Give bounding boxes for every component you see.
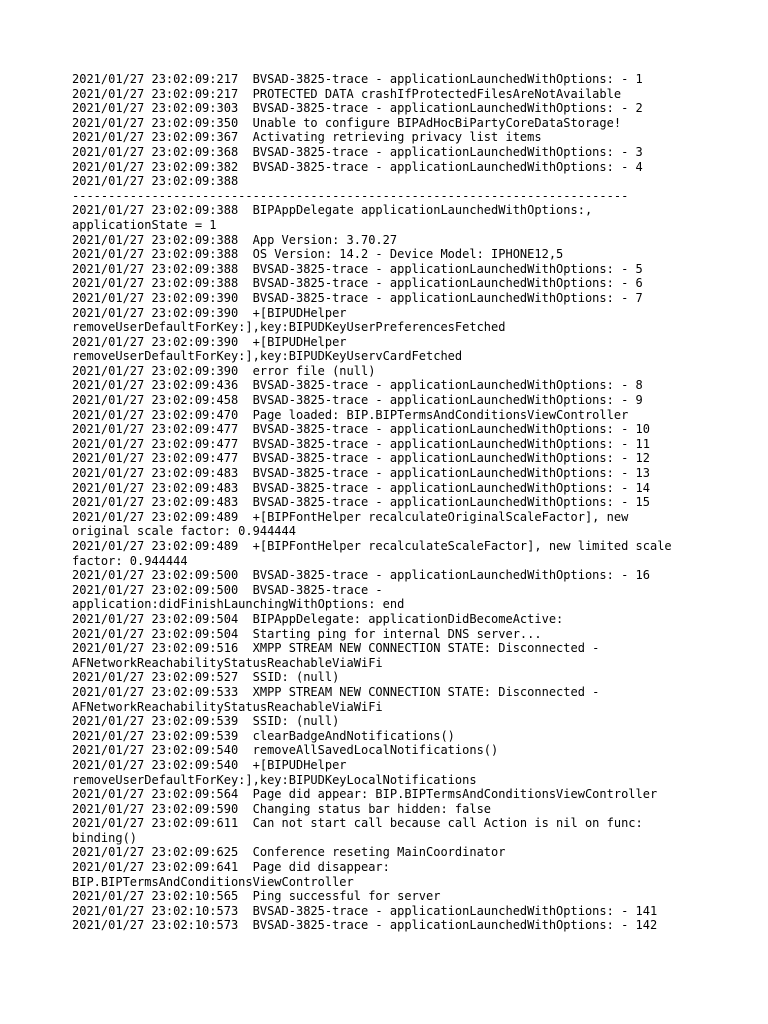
log-line: 2021/01/27 23:02:09:504 Starting ping for internal DNS server... bbox=[72, 626, 542, 641]
log-line: 2021/01/27 23:02:09:368 BVSAD-3825-trace - applicationLaunchedWithOptions: - 3 bbox=[72, 144, 643, 159]
log-line: removeUserDefaultForKey:],key:BIPUDKeyUservCardFetched bbox=[72, 349, 463, 364]
log-line: BIP.BIPTermsAndConditionsViewController bbox=[72, 874, 354, 889]
log-line: 2021/01/27 23:02:09:477 BVSAD-3825-trace - applicationLaunchedWithOptions: - 11 bbox=[72, 436, 650, 451]
log-line: 2021/01/27 23:02:09:390 +[BIPUDHelper bbox=[72, 334, 347, 349]
log-line: 2021/01/27 23:02:09:500 BVSAD-3825-trace - bbox=[72, 582, 383, 597]
log-line: 2021/01/27 23:02:09:390 +[BIPUDHelper bbox=[72, 305, 347, 320]
log-line: 2021/01/27 23:02:09:477 BVSAD-3825-trace - applicationLaunchedWithOptions: - 10 bbox=[72, 422, 650, 437]
log-line: 2021/01/27 23:02:09:388 App Version: 3.70.27 bbox=[72, 232, 398, 247]
log-line: 2021/01/27 23:02:09:382 BVSAD-3825-trace - applicationLaunchedWithOptions: - 4 bbox=[72, 159, 643, 174]
log-line: 2021/01/27 23:02:09:625 Conference reseting MainCoordinator bbox=[72, 845, 506, 860]
log-line: 2021/01/27 23:02:09:516 XMPP STREAM NEW CONNECTION STATE: Disconnected - bbox=[72, 641, 600, 656]
log-line: 2021/01/27 23:02:09:540 +[BIPUDHelper bbox=[72, 757, 347, 772]
log-line: removeUserDefaultForKey:],key:BIPUDKeyUserPreferencesFetched bbox=[72, 320, 506, 335]
log-line: 2021/01/27 23:02:09:489 +[BIPFontHelper recalculateScaleFactor], new limited scale bbox=[72, 539, 672, 553]
log-text-block bbox=[72, 72, 712, 933]
log-line: applicationState = 1 bbox=[72, 217, 217, 232]
log-line: 2021/01/27 23:02:09:539 SSID: (null) bbox=[72, 714, 340, 729]
log-line: 2021/01/27 23:02:09:390 error file (null) bbox=[72, 363, 376, 378]
log-line: 2021/01/27 23:02:09:611 Can not start call because call Action is nil on func: bbox=[72, 816, 643, 831]
log-line: 2021/01/27 23:02:09:217 PROTECTED DATA crashIfProtectedFilesAreNotAvailable bbox=[72, 86, 622, 101]
log-line: application:didFinishLaunchingWithOptions: end bbox=[72, 597, 405, 612]
log-line: 2021/01/27 23:02:09:641 Page did disappear: bbox=[72, 860, 390, 875]
log-line: AFNetworkReachabilityStatusReachableViaWiFi bbox=[72, 699, 383, 714]
log-line: 2021/01/27 23:02:09:533 XMPP STREAM NEW CONNECTION STATE: Disconnected - bbox=[72, 684, 600, 699]
log-line: 2021/01/27 23:02:09:470 Page loaded: BIP.BIPTermsAndConditionsViewController bbox=[72, 407, 629, 422]
log-line: 2021/01/27 23:02:09:350 Unable to configure BIPAdHocBiPartyCoreDataStorage! bbox=[72, 115, 622, 130]
log-line: factor: 0.944444 bbox=[72, 553, 188, 568]
log-line: 2021/01/27 23:02:09:388 BVSAD-3825-trace - applicationLaunchedWithOptions: - 6 bbox=[72, 276, 643, 291]
log-line: 2021/01/27 23:02:09:483 BVSAD-3825-trace - applicationLaunchedWithOptions: - 15 bbox=[72, 495, 650, 510]
log-line: 2021/01/27 23:02:09:388 bbox=[72, 174, 239, 189]
log-line: removeUserDefaultForKey:],key:BIPUDKeyLocalNotifications bbox=[72, 772, 477, 787]
log-line: 2021/01/27 23:02:09:367 Activating retrieving privacy list items bbox=[72, 130, 542, 145]
log-line: 2021/01/27 23:02:09:504 BIPAppDelegate: applicationDidBecomeActive: bbox=[72, 611, 564, 626]
log-line: 2021/01/27 23:02:09:390 BVSAD-3825-trace - applicationLaunchedWithOptions: - 7 bbox=[72, 290, 643, 305]
log-line: original scale factor: 0.944444 bbox=[72, 524, 296, 539]
log-line: 2021/01/27 23:02:09:489 +[BIPFontHelper recalculateOriginalScaleFactor], new bbox=[72, 509, 629, 524]
log-line: ----------------------------------------------------------------------------- bbox=[72, 188, 629, 203]
log-line: 2021/01/27 23:02:10:565 Ping successful for server bbox=[72, 889, 441, 904]
log-line: 2021/01/27 23:02:09:590 Changing status bar hidden: false bbox=[72, 801, 492, 816]
log-line: 2021/01/27 23:02:09:500 BVSAD-3825-trace - applicationLaunchedWithOptions: - 16 bbox=[72, 568, 650, 583]
log-line: 2021/01/27 23:02:09:483 BVSAD-3825-trace - applicationLaunchedWithOptions: - 13 bbox=[72, 466, 650, 481]
log-line: AFNetworkReachabilityStatusReachableViaWiFi bbox=[72, 655, 383, 670]
log-line: 2021/01/27 23:02:09:436 BVSAD-3825-trace - applicationLaunchedWithOptions: - 8 bbox=[72, 378, 643, 393]
log-line: 2021/01/27 23:02:09:303 BVSAD-3825-trace - applicationLaunchedWithOptions: - 2 bbox=[72, 101, 643, 116]
log-line: 2021/01/27 23:02:09:458 BVSAD-3825-trace - applicationLaunchedWithOptions: - 9 bbox=[72, 393, 643, 408]
log-line: 2021/01/27 23:02:09:388 BIPAppDelegate applicationLaunchedWithOptions:, bbox=[72, 203, 593, 218]
log-line: 2021/01/27 23:02:09:540 removeAllSavedLocalNotifications() bbox=[72, 743, 499, 758]
log-line: 2021/01/27 23:02:09:217 BVSAD-3825-trace - applicationLaunchedWithOptions: - 1 bbox=[72, 72, 643, 86]
log-line: 2021/01/27 23:02:09:477 BVSAD-3825-trace - applicationLaunchedWithOptions: - 12 bbox=[72, 451, 650, 466]
log-line: 2021/01/27 23:02:09:527 SSID: (null) bbox=[72, 670, 340, 685]
log-line: 2021/01/27 23:02:10:573 BVSAD-3825-trace - applicationLaunchedWithOptions: - 141 bbox=[72, 903, 658, 918]
log-line: 2021/01/27 23:02:09:388 BVSAD-3825-trace - applicationLaunchedWithOptions: - 5 bbox=[72, 261, 643, 276]
log-line: 2021/01/27 23:02:09:388 OS Version: 14.2 - Device Model: IPHONE12,5 bbox=[72, 247, 564, 262]
log-line: 2021/01/27 23:02:09:483 BVSAD-3825-trace - applicationLaunchedWithOptions: - 14 bbox=[72, 480, 650, 495]
log-line: 2021/01/27 23:02:09:539 clearBadgeAndNotifications() bbox=[72, 728, 455, 743]
log-line: 2021/01/27 23:02:10:573 BVSAD-3825-trace - applicationLaunchedWithOptions: - 142 bbox=[72, 918, 658, 933]
log-line: 2021/01/27 23:02:09:564 Page did appear: BIP.BIPTermsAndConditionsViewController bbox=[72, 787, 658, 802]
log-line: binding() bbox=[72, 830, 138, 845]
